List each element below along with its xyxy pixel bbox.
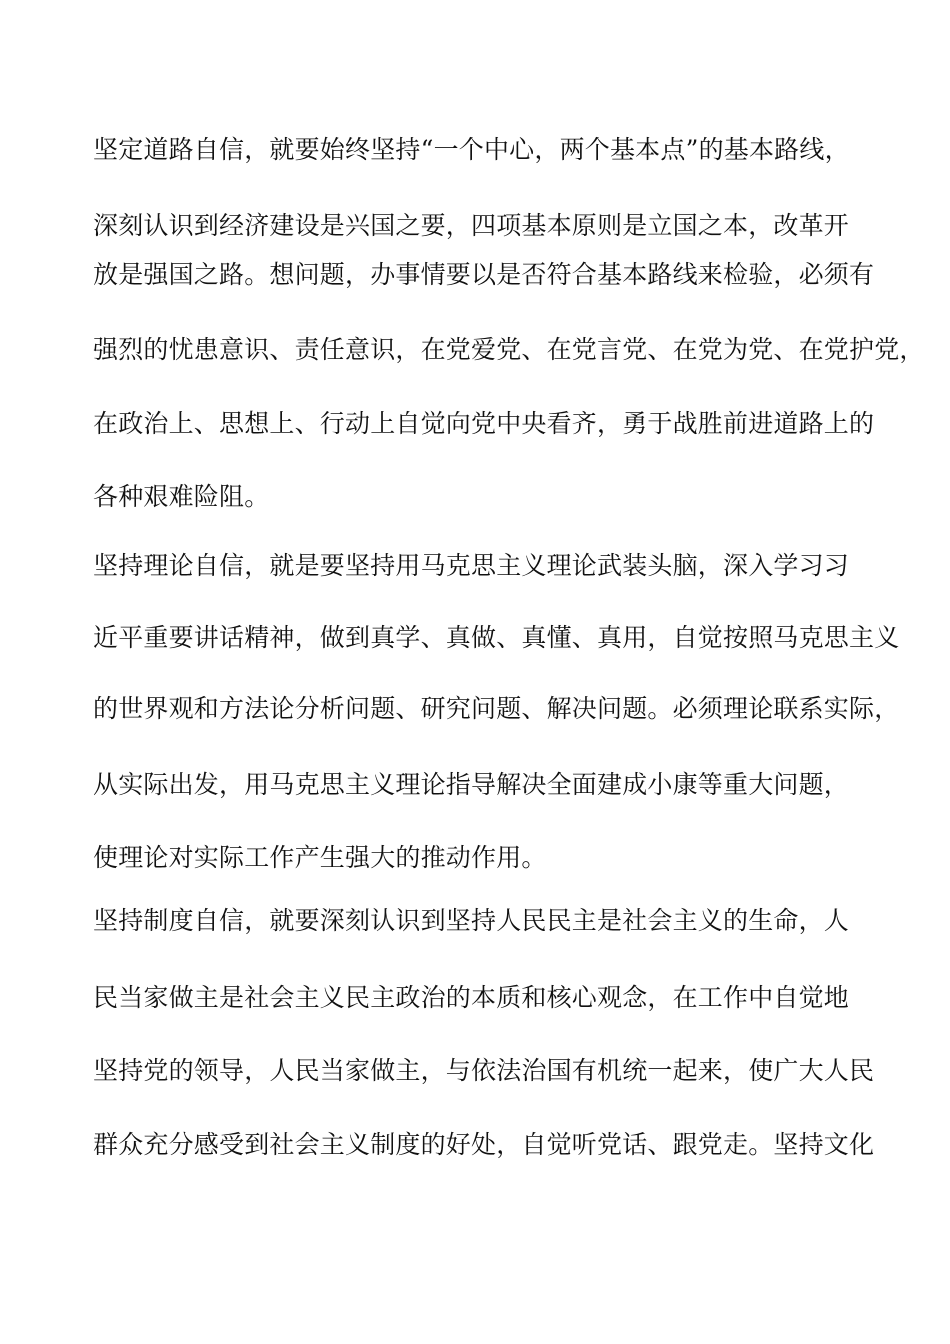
paragraph-1-line-5: 在政治上、思想上、行动上自觉向党中央看齐，勇于战胜前进道路上的 [93,409,875,438]
paragraph-1-line-2: 深刻认识到经济建设是兴国之要，四项基本原则是立国之本，改革开 [93,211,850,240]
paragraph-1-line-1: 坚定道路自信，就要始终坚持“一个中心，两个基本点”的基本路线， [93,135,850,164]
paragraph-3-line-4: 群众充分感受到社会主义制度的好处，自觉听党话、跟党走。坚持文化 [93,1130,875,1159]
paragraph-1-line-3: 放是强国之路。想问题，办事情要以是否符合基本路线来检验，必须有 [93,260,875,289]
paragraph-2-line-5: 使理论对实际工作产生强大的推动作用。 [93,843,547,872]
paragraph-2-line-2: 近平重要讲话精神，做到真学、真做、真懂、真用，自觉按照马克思主义 [93,623,900,652]
paragraph-3-line-3: 坚持党的领导，人民当家做主，与依法治国有机统一起来，使广大人民 [93,1056,875,1085]
paragraph-2-line-3: 的世界观和方法论分析问题、研究问题、解决问题。必须理论联系实际， [93,694,900,723]
paragraph-1-line-6: 各种艰难险阻。 [93,482,270,511]
paragraph-1-line-4: 强烈的忧患意识、责任意识，在党爱党、在党言党、在党为党、在党护党， [93,335,925,364]
paragraph-3-line-1: 坚持制度自信，就要深刻认识到坚持人民民主是社会主义的生命，人 [93,906,850,935]
paragraph-3-line-2: 民当家做主是社会主义民主政治的本质和核心观念，在工作中自觉地 [93,983,850,1012]
paragraph-2-line-4: 从实际出发，用马克思主义理论指导解决全面建成小康等重大问题， [93,770,850,799]
paragraph-2-line-1: 坚持理论自信，就是要坚持用马克思主义理论武装头脑，深入学习习 [93,551,850,580]
